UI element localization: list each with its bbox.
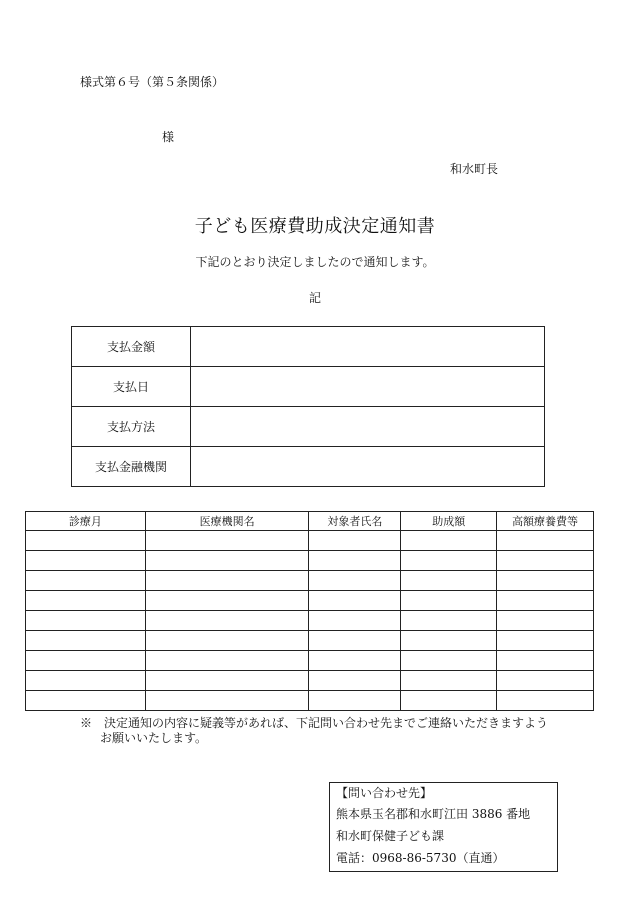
recipient-suffix: 様 (162, 130, 175, 144)
table-cell (401, 571, 497, 591)
table-row (26, 671, 594, 691)
table-cell (401, 631, 497, 651)
table-cell (497, 551, 594, 571)
column-header: 診療月 (26, 512, 146, 531)
inquiry-note (80, 716, 548, 746)
payment-label: 支払日 (72, 367, 191, 407)
table-row (26, 631, 594, 651)
column-header: 医療機関名 (145, 512, 309, 531)
table-cell (145, 551, 309, 571)
payment-label: 支払金額 (72, 327, 191, 367)
table-cell (145, 591, 309, 611)
table-cell (26, 531, 146, 551)
payment-value (191, 407, 545, 447)
table-cell (309, 591, 401, 611)
payment-value (191, 447, 545, 487)
table-cell (26, 571, 146, 591)
table-row (26, 531, 594, 551)
contact-address: 熊本県玉名郡和水町江田 3886 番地 (336, 807, 531, 821)
document-title: 子ども医療費助成決定通知書 (194, 216, 436, 237)
details-header-row (26, 512, 594, 531)
table-cell (309, 551, 401, 571)
table-row (26, 591, 594, 611)
table-cell (309, 571, 401, 591)
table-cell (401, 611, 497, 631)
table-cell (497, 531, 594, 551)
table-cell (145, 631, 309, 651)
column-header: 対象者氏名 (309, 512, 401, 531)
table-cell (26, 631, 146, 651)
payment-value (191, 367, 545, 407)
table-cell (497, 591, 594, 611)
table-cell (26, 651, 146, 671)
contact-box (329, 782, 558, 872)
table-cell (26, 611, 146, 631)
table-cell (145, 671, 309, 691)
table-cell (26, 691, 146, 711)
table-row (26, 611, 594, 631)
table-cell (401, 691, 497, 711)
table-cell (145, 571, 309, 591)
table-row (26, 551, 594, 571)
table-cell (401, 591, 497, 611)
table-cell (497, 611, 594, 631)
table-row (26, 571, 594, 591)
table-cell (145, 611, 309, 631)
ki-marker: 記 (308, 291, 321, 305)
table-cell (401, 551, 497, 571)
table-cell (309, 611, 401, 631)
table-cell (401, 531, 497, 551)
sender-name: 和水町長 (450, 162, 499, 176)
table-cell (309, 651, 401, 671)
contact-department: 和水町保健子ども課 (336, 829, 445, 843)
payment-value (191, 327, 545, 367)
table-row (26, 691, 594, 711)
payment-row-method (72, 407, 545, 447)
form-number: 様式第６号（第５条関係） (80, 75, 225, 89)
contact-heading: 【問い合わせ先】 (336, 786, 433, 800)
table-cell (26, 591, 146, 611)
table-cell (145, 651, 309, 671)
table-cell (26, 551, 146, 571)
payment-table (71, 326, 545, 487)
table-cell (309, 631, 401, 651)
details-table (25, 511, 594, 711)
table-cell (145, 691, 309, 711)
table-cell (497, 571, 594, 591)
table-cell (497, 671, 594, 691)
table-cell (309, 691, 401, 711)
table-cell (26, 671, 146, 691)
payment-row-amount (72, 327, 545, 367)
contact-phone: 電話：0968-86-5730（直通） (336, 851, 505, 865)
table-cell (497, 631, 594, 651)
note-line: お願いいたします。 (100, 731, 208, 745)
column-header: 助成額 (401, 512, 497, 531)
payment-row-bank (72, 447, 545, 487)
payment-label: 支払金融機関 (72, 447, 191, 487)
table-row (26, 651, 594, 671)
table-cell (497, 651, 594, 671)
table-cell (309, 671, 401, 691)
intro-text: 下記のとおり決定しましたので通知します。 (195, 255, 435, 269)
table-cell (497, 691, 594, 711)
column-header: 高額療養費等 (497, 512, 594, 531)
table-cell (401, 671, 497, 691)
note-line: ※ 決定通知の内容に疑義等があれば、下記問い合わせ先までご連絡いただきますよう (80, 716, 549, 730)
payment-label: 支払方法 (72, 407, 191, 447)
table-cell (309, 531, 401, 551)
table-cell (145, 531, 309, 551)
table-cell (401, 651, 497, 671)
payment-row-date (72, 367, 545, 407)
